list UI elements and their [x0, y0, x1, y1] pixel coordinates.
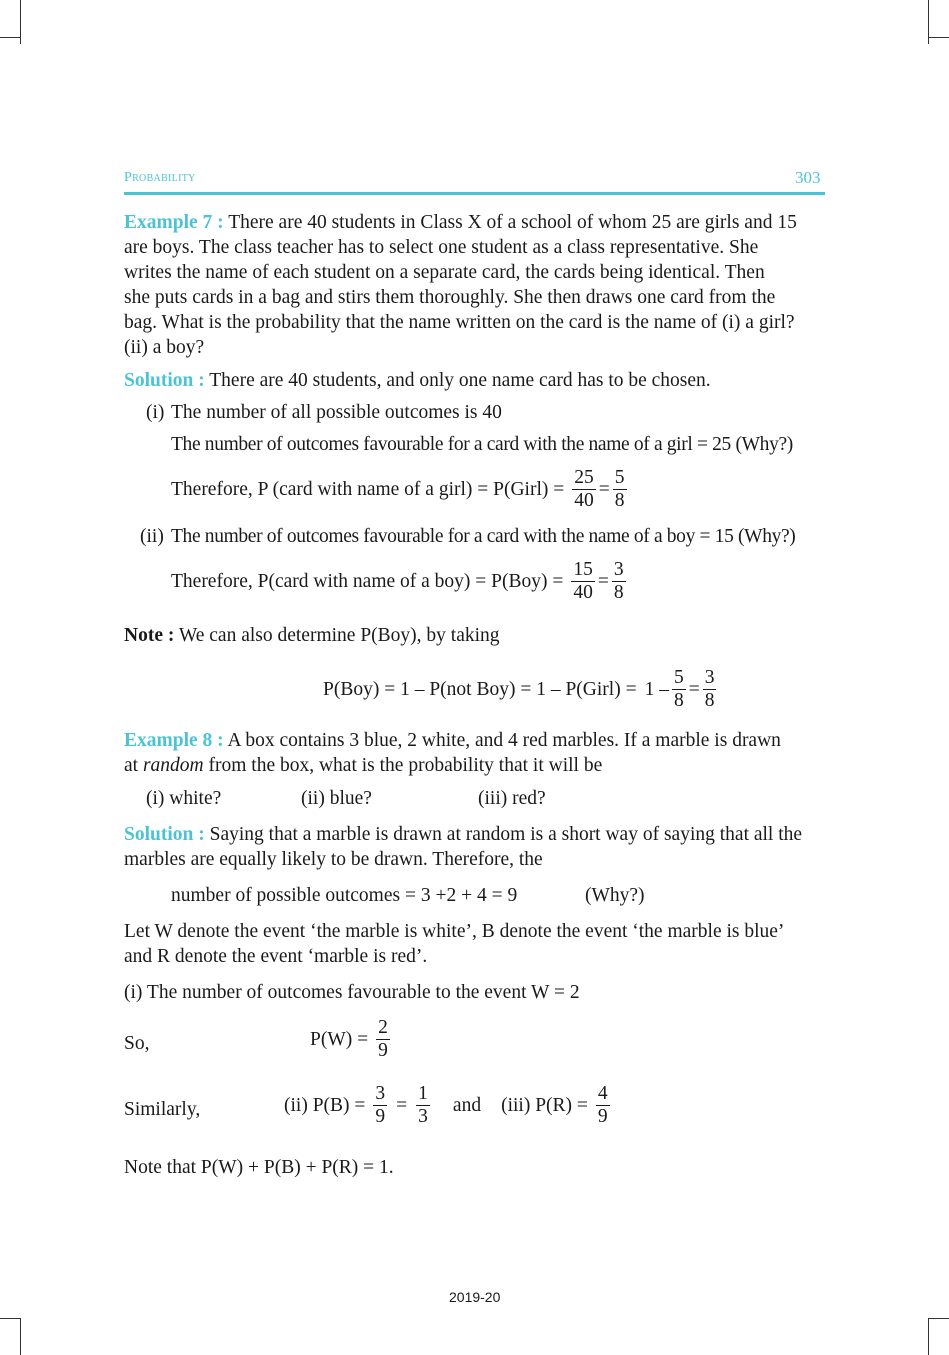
example8-option-red: (iii) red?	[478, 788, 546, 809]
crop-mark-top-left-h	[0, 37, 20, 38]
solution8-pb-pr	[284, 1083, 613, 1129]
fraction-denominator: 3	[418, 1106, 428, 1128]
pr-text: (iii) P(R) =	[501, 1094, 588, 1116]
fraction-denominator: 40	[573, 582, 593, 604]
solution8-outcomes: number of possible outcomes = 3 +2 + 4 = 9	[171, 885, 518, 906]
header-rule	[124, 192, 825, 195]
fraction-5-8	[613, 467, 627, 513]
example7-text1: There are 40 students in Class X of a school of whom 25 are girls and 15	[228, 212, 797, 233]
example7-line5: bag. What is the probability that the name written on the card is the name of (i) a girl?	[124, 312, 795, 333]
example7-line4: she puts cards in a bag and stirs them thoroughly. She then draws one card from the	[124, 287, 776, 308]
note-text: We can also determine P(Boy), by taking	[178, 625, 500, 646]
solution7-ii-therefore	[171, 559, 629, 605]
example8-option-white: (i) white?	[146, 788, 222, 809]
example7-line3: writes the name of each student on a separate card, the cards being identical. Then	[124, 262, 765, 283]
fraction-numerator: 1	[418, 1083, 428, 1104]
fraction-numerator: 3	[704, 667, 715, 688]
solution8-label: Solution :	[124, 824, 205, 845]
solution8-i-text: (i) The number of outcomes favourable to the event W = 2	[124, 982, 580, 1003]
fraction-3-9	[373, 1083, 387, 1129]
crop-mark-top-right-h	[929, 37, 949, 38]
fraction-numerator: 3	[375, 1083, 386, 1104]
solution7-i-text: The number of all possible outcomes is 40	[171, 402, 502, 423]
fraction-numerator: 15	[573, 559, 593, 580]
solution8-note-final: Note that P(W) + P(B) + P(R) = 1.	[124, 1157, 394, 1178]
example8-text2-post: from the box, what is the probability that it will be	[203, 755, 603, 776]
solution8-why: (Why?)	[585, 885, 645, 906]
footer-year: 2019-20	[449, 1289, 501, 1305]
equals-sign: =	[597, 570, 609, 592]
example8-text2-pre: at	[124, 755, 143, 776]
fraction-numerator: 5	[614, 467, 625, 488]
crop-mark-bottom-left-v	[20, 1318, 21, 1355]
fraction-numerator: 5	[673, 667, 684, 688]
equals-sign: =	[598, 478, 610, 500]
fraction-denominator: 8	[613, 582, 624, 604]
page-number: 303	[795, 168, 821, 187]
pb-text: (ii) P(B) =	[284, 1094, 366, 1116]
example7-line1	[124, 212, 825, 234]
example7-line6: (ii) a boy?	[124, 337, 205, 358]
fraction-5-8	[672, 667, 686, 713]
solution8-let1: Let W denote the event ‘the marble is white’, B denote the event ‘the marble is blue’	[124, 921, 785, 942]
fraction-4-9	[596, 1083, 610, 1129]
fraction-denominator: 9	[378, 1040, 388, 1062]
example8-label: Example 8 :	[124, 730, 224, 751]
solution7-text: There are 40 students, and only one name card has to be chosen.	[209, 370, 711, 391]
solution7-i-fav: The number of outcomes favourable for a card with the name of a girl = 25 (Why?)	[171, 434, 793, 455]
equals-sign: =	[396, 1094, 408, 1116]
boy-prob-text: Therefore, P(card with name of a boy) = P(Boy) =	[171, 570, 564, 592]
solution8-let2: and R denote the event ‘marble is red’.	[124, 946, 428, 967]
fraction-3-8	[703, 667, 717, 713]
fraction-numerator: 3	[613, 559, 624, 580]
example8-text1: A box contains 3 blue, 2 white, and 4 red marbles. If a marble is drawn	[227, 730, 781, 751]
solution7-i-therefore	[171, 467, 630, 513]
pw-text: P(W) =	[310, 1028, 369, 1050]
fraction-25-40	[572, 467, 596, 513]
solution8-line2: marbles are equally likely to be drawn. Therefore, the	[124, 849, 543, 870]
example8-option-blue: (ii) blue?	[301, 788, 372, 809]
solution8-so: So,	[124, 1033, 150, 1054]
solution7-intro	[124, 370, 711, 392]
note-label: Note :	[124, 625, 175, 646]
fraction-denominator: 8	[614, 490, 625, 512]
solution7-label: Solution :	[124, 370, 205, 391]
example7-label: Example 7 :	[124, 212, 224, 233]
fraction-denominator: 8	[704, 690, 715, 712]
example8-line2	[124, 755, 602, 777]
note-formula	[323, 667, 719, 713]
fraction-1-3	[416, 1083, 430, 1129]
solution7-ii-fav: The number of outcomes favourable for a card with the name of a boy = 15 (Why?)	[171, 526, 796, 547]
fraction-2-9	[376, 1017, 390, 1063]
fraction-denominator: 40	[574, 490, 594, 512]
solution8-text1: Saying that a marble is drawn at random is a short way of saying that all the	[209, 824, 803, 845]
and-text: and	[452, 1094, 482, 1116]
example7-line2: are boys. The class teacher has to select one student as a class representative. She	[124, 237, 759, 258]
fraction-denominator: 9	[597, 1106, 608, 1128]
fraction-15-40	[571, 559, 595, 605]
solution7-ii-label: (ii)	[140, 526, 164, 547]
solution7-i-label: (i)	[146, 402, 165, 423]
solution8-similarly: Similarly,	[124, 1099, 201, 1120]
crop-mark-bottom-right-h	[929, 1318, 949, 1319]
fraction-denominator: 9	[375, 1106, 386, 1128]
note-formula-text: P(Boy) = 1 – P(not Boy) = 1 – P(Girl) =	[323, 678, 637, 700]
example8-text2-em: random	[142, 755, 204, 776]
chapter-title: Probability	[124, 170, 196, 185]
girl-prob-text: Therefore, P (card with name of a girl) = P(Girl) =	[171, 478, 565, 500]
fraction-denominator: 8	[673, 690, 684, 712]
crop-mark-top-left-v	[20, 0, 21, 44]
fraction-numerator: 25	[574, 467, 594, 488]
solution8-pw	[310, 1017, 393, 1063]
equals-sign: =	[688, 678, 700, 700]
crop-mark-bottom-right-v	[928, 1318, 929, 1355]
fraction-3-8	[612, 559, 626, 605]
crop-mark-bottom-left-h	[0, 1318, 20, 1319]
solution8-line1	[124, 824, 802, 846]
example8-line1	[124, 730, 781, 752]
fraction-numerator: 2	[378, 1017, 388, 1038]
note-line	[124, 625, 500, 647]
fraction-numerator: 4	[597, 1083, 608, 1104]
one-minus: 1 –	[644, 678, 669, 700]
